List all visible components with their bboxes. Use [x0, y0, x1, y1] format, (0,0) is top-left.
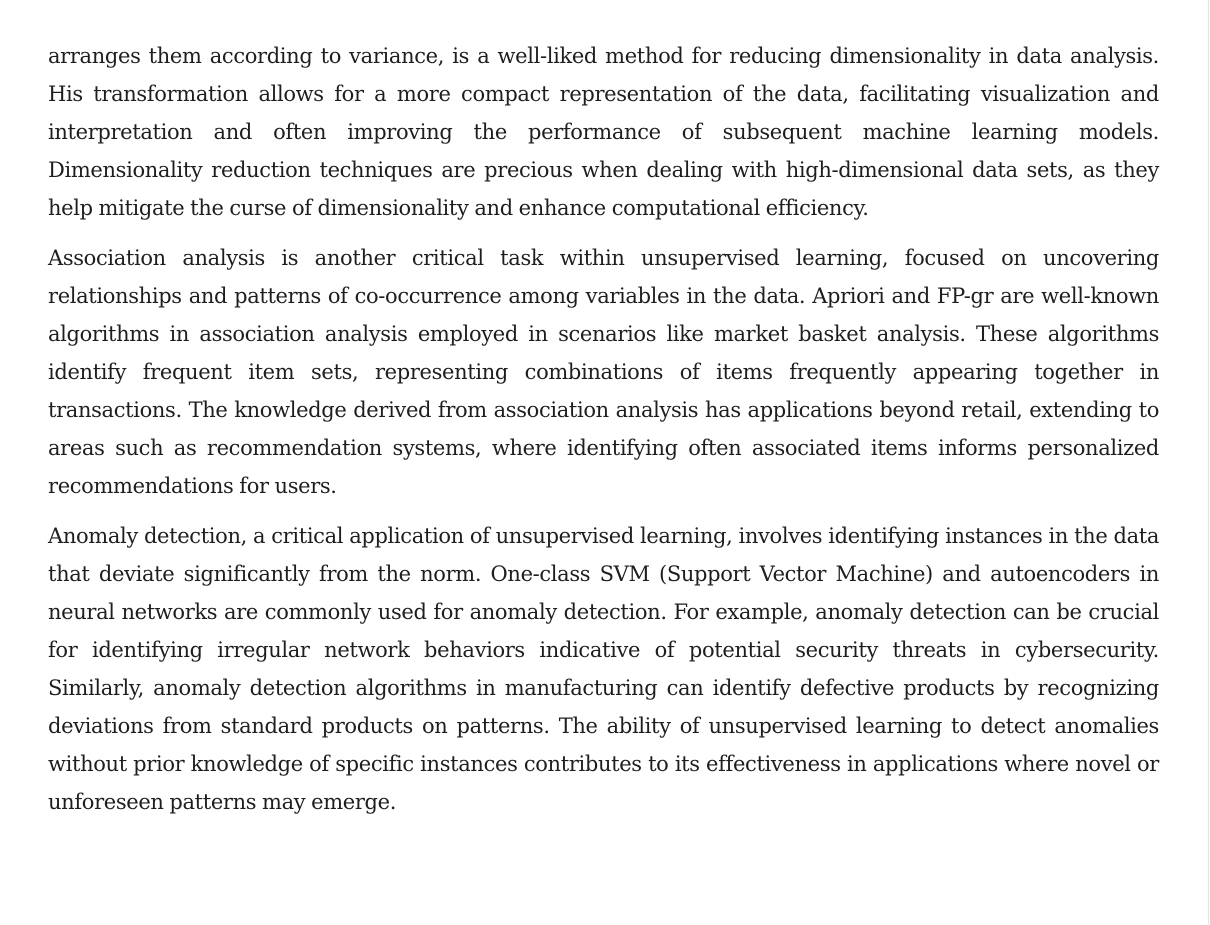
document-body	[48, 37, 1159, 833]
paragraph-dimensionality-reduction: arranges them according to variance, is a well-liked method for reducing dimensionality in data analysis. His transformation allows for a more compact representation of the data, facilitating visualization and interpretation and often improving the performance of subsequent machine learning models. Dimensionality reduction techniques are precious when dealing with high-dimensional data sets, as they help mitigate the curse of dimensionality and enhance computational efficiency.	[48, 44, 1159, 220]
paragraph-anomaly-detection: Anomaly detection, a critical application of unsupervised learning, involves identifying instances in the data that deviate significantly from the norm. One-class SVM (Support Vector Machine) and autoencoders in neural networks are commonly used for anomaly detection. For example, anomaly detection can be crucial for identifying irregular network behaviors indicative of potential security threats in cybersecurity. Similarly, anomaly detection algorithms in manufacturing can identify defective products by recognizing deviations from standard products on patterns. The ability of unsupervised learning to detect anomalies without prior knowledge of specific instances contributes to its effectiveness in applications where novel or unforeseen patterns may emerge.	[48, 524, 1159, 814]
paragraph-association-analysis: Association analysis is another critical task within unsupervised learning, focused on uncovering relationships and patterns of co-occurrence among variables in the data. Apriori and FP-gr are well-known algorithms in association analysis employed in scenarios like market basket analysis. These algorithms identify frequent item sets, representing combinations of items frequently appearing together in transactions. The knowledge derived from association analysis has applications beyond retail, extending to areas such as recommendation systems, where identifying often associated items informs personalized recommendations for users.	[48, 246, 1159, 498]
